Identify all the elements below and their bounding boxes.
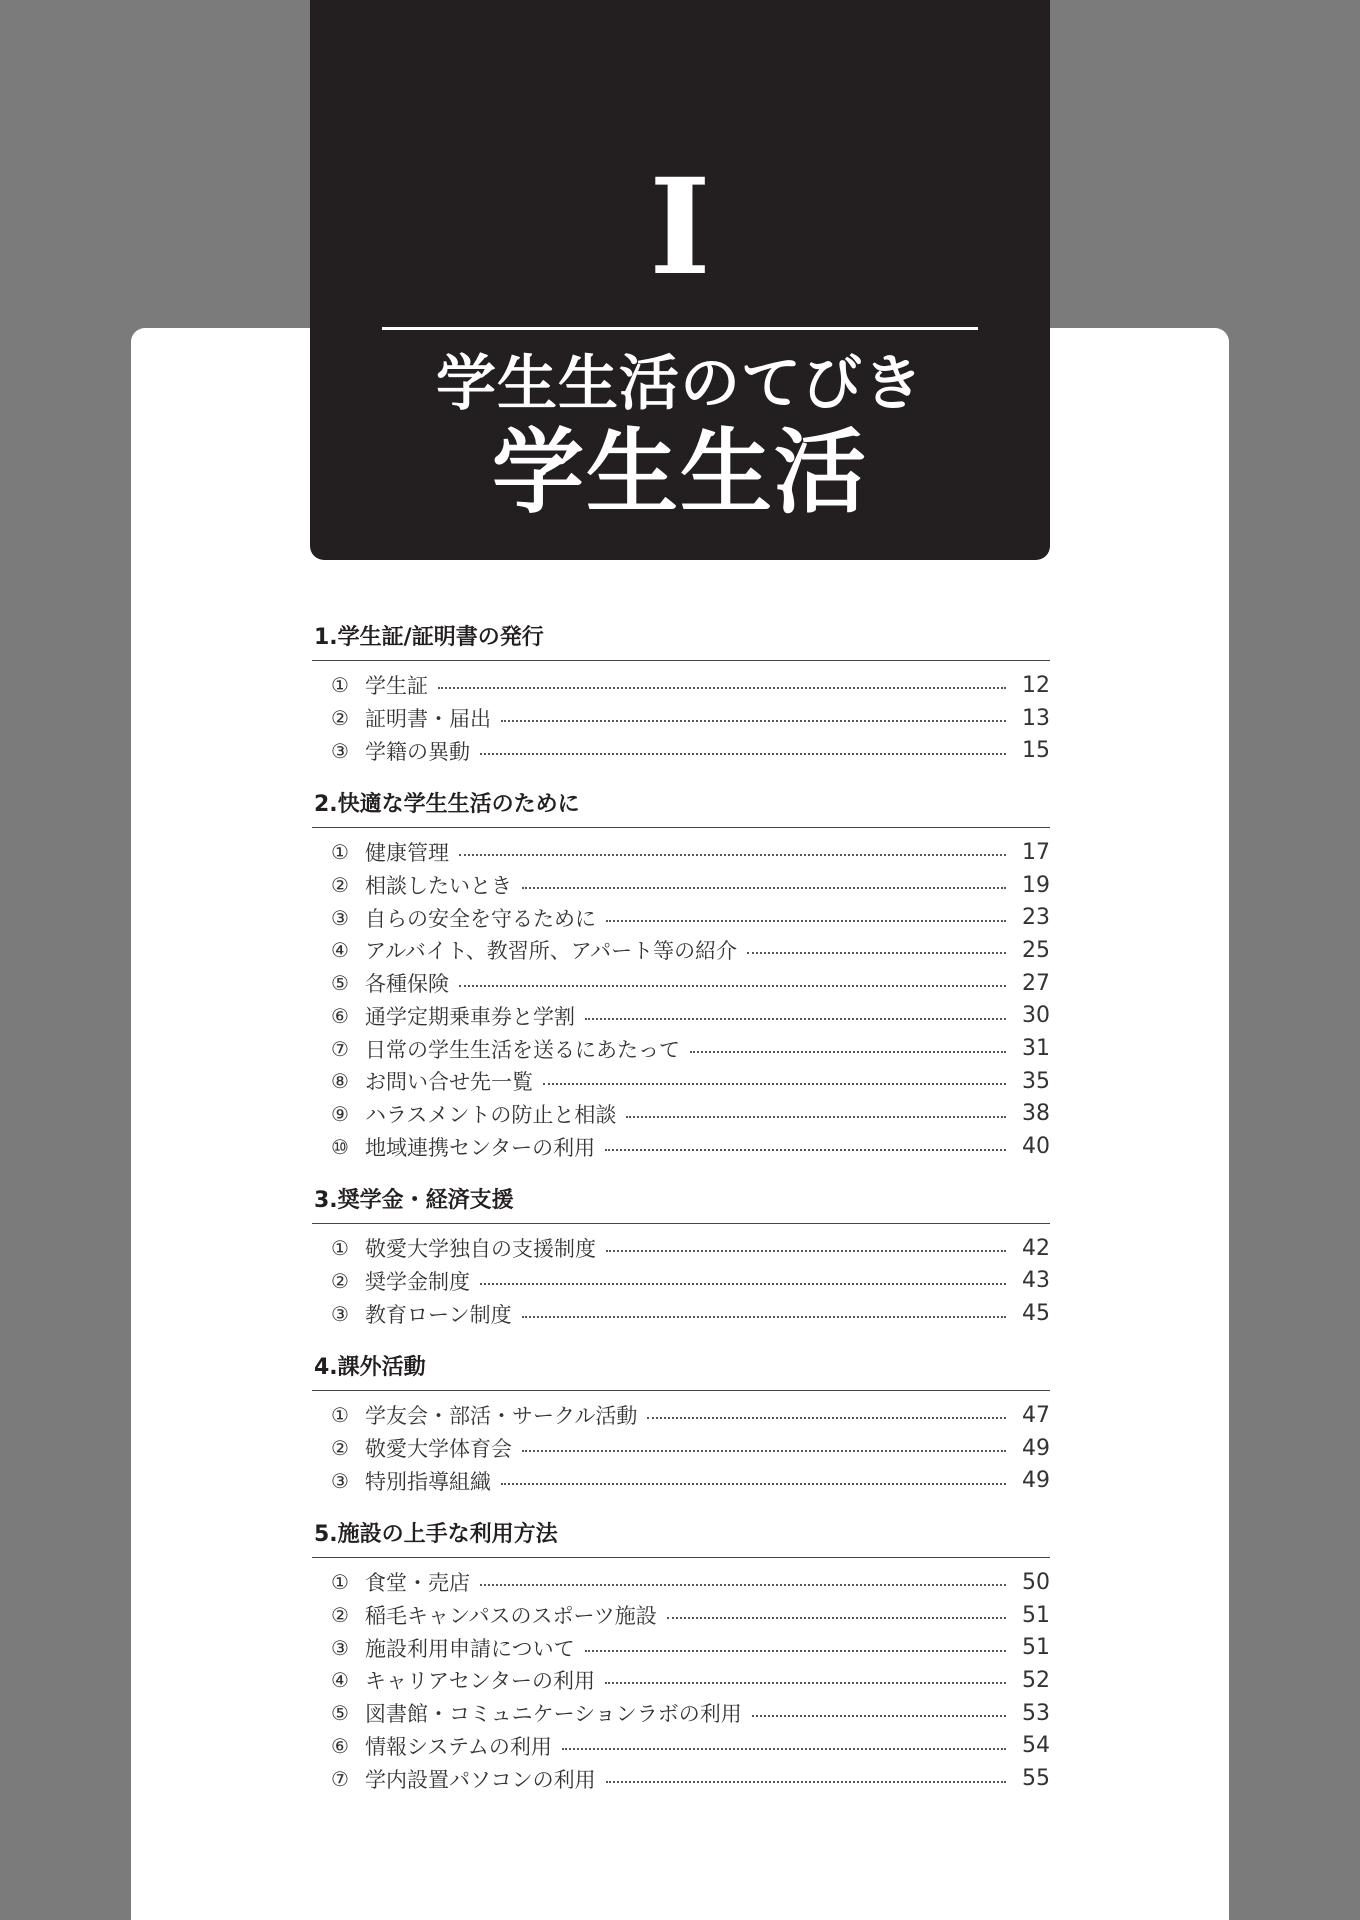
section-heading: 5.施設の上手な利用方法 [312,1515,1050,1558]
entry-page-number: 25 [1022,937,1050,963]
toc-entry[interactable] [312,901,1050,934]
dot-leader [480,753,1006,755]
entry-number: ⑥ [331,1733,349,1758]
section-heading: 4.課外活動 [312,1348,1050,1391]
toc-entry[interactable] [312,1631,1050,1664]
entry-page-number: 53 [1022,1700,1050,1726]
entry-number: ⑤ [331,1701,349,1726]
toc-entry[interactable] [312,1297,1050,1330]
dot-leader [606,1250,1006,1252]
entry-page-number: 42 [1022,1235,1050,1261]
entry-page-number: 43 [1022,1268,1050,1294]
entry-page-number: 54 [1022,1733,1050,1759]
toc-entry[interactable] [312,1697,1050,1730]
entry-number: ⑨ [331,1101,349,1126]
toc-entry[interactable] [312,1664,1050,1697]
toc-entry[interactable] [312,869,1050,902]
entry-page-number: 49 [1022,1468,1050,1494]
toc-entry[interactable] [312,836,1050,869]
entry-number: ⑥ [331,1003,349,1028]
toc-entry[interactable] [312,1032,1050,1065]
dot-leader [690,1051,1006,1053]
entry-number: ③ [331,905,349,930]
entry-label: 学友会・部活・サークル活動 [365,1404,638,1429]
toc-entry[interactable] [312,1399,1050,1432]
chapter-title: 学生生活 [491,419,868,526]
toc-section [312,1515,1050,1795]
entry-label: 各種保険 [365,972,449,997]
toc-entry[interactable] [312,1599,1050,1632]
toc-entry[interactable] [312,1232,1050,1265]
dot-leader [605,1682,1006,1684]
dot-leader [747,952,1006,954]
entry-label: 通学定期乗車券と学割 [365,1004,575,1029]
entry-label: アルバイト、教習所、アパート等の紹介 [365,939,738,964]
dot-leader [752,1715,1006,1717]
toc-section [312,1181,1050,1330]
toc-section [312,618,1050,767]
entry-number: ⑤ [331,971,349,996]
entry-number: ③ [331,1301,349,1326]
toc-entry[interactable] [312,1730,1050,1763]
entry-number: ② [331,706,349,731]
entry-page-number: 50 [1022,1569,1050,1595]
toc-entry[interactable] [312,1464,1050,1497]
entry-label: 特別指導組織 [365,1469,491,1494]
dot-leader [585,1018,1006,1020]
entry-number: ① [331,1403,349,1428]
entry-page-number: 49 [1022,1435,1050,1461]
entry-number: ⑦ [331,1036,349,1061]
entry-number: ③ [331,738,349,763]
dot-leader [459,985,1006,987]
entry-number: ④ [331,938,349,963]
entry-page-number: 51 [1022,1602,1050,1628]
entry-page-number: 52 [1022,1667,1050,1693]
entry-label: 敬愛大学独自の支援制度 [365,1237,596,1262]
entry-label: 自らの安全を守るために [365,906,596,931]
dot-leader [501,720,1006,722]
dot-leader [543,1083,1006,1085]
entry-page-number: 17 [1022,839,1050,865]
entry-page-number: 13 [1022,705,1050,731]
entry-label: 敬愛大学体育会 [365,1437,512,1462]
section-heading: 2.快適な学生生活のために [312,785,1050,828]
entry-page-number: 27 [1022,970,1050,996]
entry-page-number: 30 [1022,1003,1050,1029]
entry-label: ハラスメントの防止と相談 [365,1102,617,1127]
entry-label: 施設利用申請について [365,1636,575,1661]
entry-label: 奨学金制度 [365,1269,470,1294]
toc-entry[interactable] [312,1000,1050,1033]
table-of-contents [312,618,1050,1813]
entry-label: 学生証 [365,674,428,699]
entry-page-number: 35 [1022,1068,1050,1094]
entry-label: キャリアセンターの利用 [365,1669,595,1694]
entry-page-number: 45 [1022,1301,1050,1327]
toc-entry[interactable] [312,1130,1050,1163]
entry-label: 教育ローン制度 [365,1302,512,1327]
dot-leader [562,1748,1006,1750]
dot-leader [501,1483,1006,1485]
entry-number: ② [331,873,349,898]
dot-leader [605,1149,1006,1151]
entry-label: 日常の学生生活を送るにあたって [365,1037,680,1062]
entry-label: お問い合せ先一覧 [365,1070,533,1095]
entry-number: ③ [331,1468,349,1493]
dot-leader [585,1650,1006,1652]
chapter-header [310,0,1050,560]
entry-label: 証明書・届出 [365,707,491,732]
entry-number: ① [331,1570,349,1595]
entry-page-number: 19 [1022,872,1050,898]
entry-page-number: 15 [1022,738,1050,764]
entry-number: ② [331,1436,349,1461]
entry-label: 稲毛キャンパスのスポーツ施設 [365,1604,657,1629]
toc-section [312,785,1050,1163]
toc-entry[interactable] [312,967,1050,1000]
dot-leader [647,1417,1006,1419]
entry-number: ⑩ [331,1134,349,1159]
dot-leader [480,1584,1006,1586]
entry-number: ⑧ [331,1069,349,1094]
dot-leader [522,1316,1006,1318]
entry-label: 相談したいとき [365,874,512,899]
entry-label: 学内設置パソコンの利用 [365,1767,596,1792]
toc-section [312,1348,1050,1497]
entry-page-number: 40 [1022,1134,1050,1160]
toc-entry[interactable] [312,1566,1050,1599]
entry-number: ① [331,1236,349,1261]
entry-page-number: 12 [1022,672,1050,698]
entry-page-number: 51 [1022,1635,1050,1661]
entry-label: 図書館・コミュニケーションラボの利用 [365,1702,742,1727]
toc-entry[interactable] [312,1065,1050,1098]
section-heading: 3.奨学金・経済支援 [312,1181,1050,1224]
header-divider [382,327,978,330]
entry-page-number: 23 [1022,905,1050,931]
entry-label: 地域連携センターの利用 [365,1135,596,1160]
toc-entry[interactable] [312,669,1050,702]
dot-leader [459,854,1006,856]
dot-leader [522,1450,1006,1452]
dot-leader [606,1781,1006,1783]
toc-entry[interactable] [312,1432,1050,1465]
toc-entry[interactable] [312,934,1050,967]
entry-page-number: 47 [1022,1402,1050,1428]
dot-leader [480,1283,1006,1285]
dot-leader [626,1116,1006,1118]
entry-number: ① [331,673,349,698]
entry-label: 情報システムの利用 [365,1734,552,1759]
entry-page-number: 38 [1022,1101,1050,1127]
toc-entry[interactable] [312,1265,1050,1298]
toc-entry[interactable] [312,702,1050,735]
entry-number: ⑦ [331,1766,349,1791]
entry-page-number: 31 [1022,1036,1050,1062]
entry-number: ④ [331,1668,349,1693]
entry-label: 健康管理 [365,841,449,866]
entry-number: ② [331,1268,349,1293]
dot-leader [522,887,1006,889]
chapter-subtitle: 学生生活のてびき [436,349,924,419]
entry-number: ① [331,840,349,865]
entry-number: ③ [331,1635,349,1660]
toc-entry[interactable] [312,1098,1050,1131]
entry-label: 学籍の異動 [365,739,470,764]
entry-page-number: 55 [1022,1766,1050,1792]
section-heading: 1.学生証/証明書の発行 [312,618,1050,661]
dot-leader [438,687,1006,689]
chapter-numeral: I [649,150,711,305]
entry-number: ② [331,1603,349,1628]
toc-entry[interactable] [312,734,1050,767]
toc-entry[interactable] [312,1762,1050,1795]
dot-leader [667,1617,1006,1619]
entry-label: 食堂・売店 [365,1571,470,1596]
dot-leader [606,920,1006,922]
